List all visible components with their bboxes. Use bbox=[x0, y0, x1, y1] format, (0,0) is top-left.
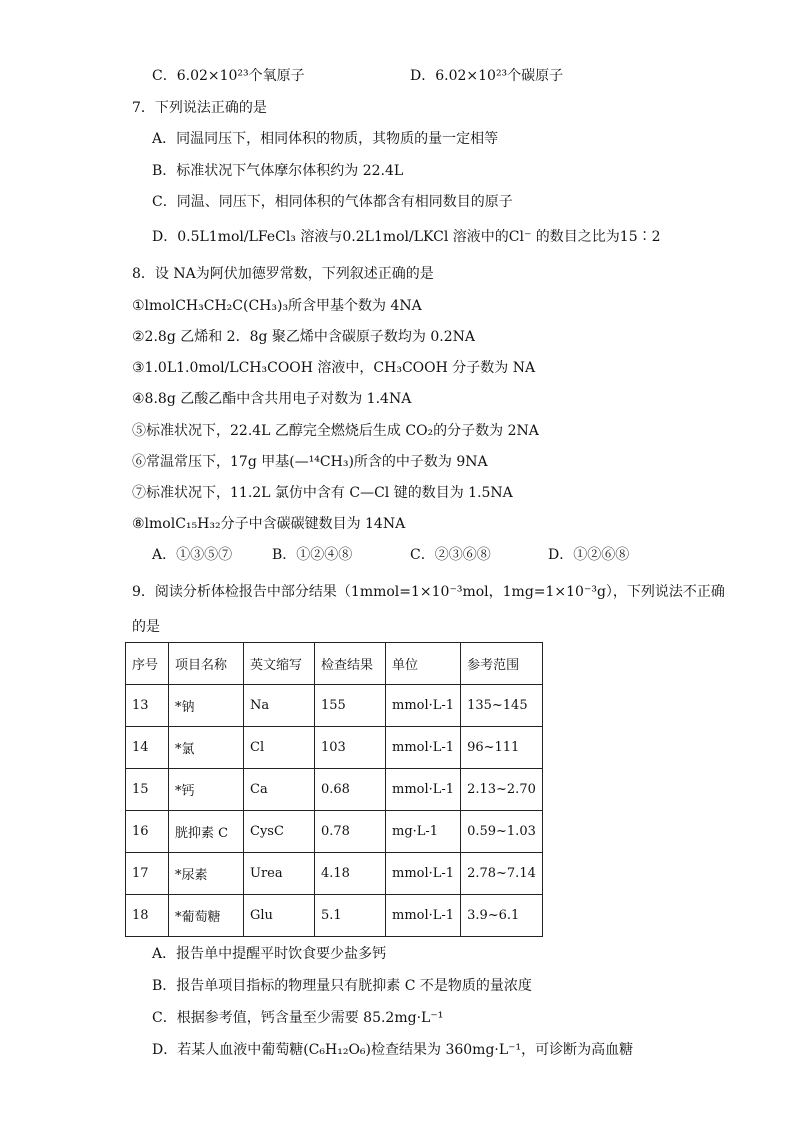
table-cell: 17 bbox=[126, 853, 169, 895]
table-cell: 96~111 bbox=[461, 727, 543, 769]
table-cell: 103 bbox=[315, 727, 386, 769]
q9-option-a: A．报告单中提醒平时饮食要少盐多钙 bbox=[152, 946, 387, 962]
table-cell: 18 bbox=[126, 895, 169, 937]
table-cell: *钠 bbox=[169, 685, 244, 727]
table-cell: mmol·L-1 bbox=[386, 853, 461, 895]
table-cell: Na bbox=[244, 685, 315, 727]
q8-statement-6: ⑥常温常压下，17g 甲基(—¹⁴CH₃)所含的中子数为 9NA bbox=[132, 454, 488, 470]
medical-report-table bbox=[125, 642, 543, 937]
q8-option-c: C．②③⑥⑧ bbox=[410, 547, 491, 563]
table-cell: 0.78 bbox=[315, 811, 386, 853]
q7-option-a: A．同温同压下，相同体积的物质，其物质的量一定相等 bbox=[152, 131, 499, 147]
q8-statement-1: ①lmolCH₃CH₂C(CH₃)₃所含甲基个数为 4NA bbox=[132, 298, 422, 314]
table-row bbox=[126, 769, 543, 811]
table-cell: Ca bbox=[244, 769, 315, 811]
header-cell: 单位 bbox=[386, 643, 461, 685]
table-cell: 4.18 bbox=[315, 853, 386, 895]
table-cell: 13 bbox=[126, 685, 169, 727]
q9-option-d: D．若某人血液中葡萄糖(C₆H₁₂O₆)检查结果为 360mg·L⁻¹，可诊断为高血糖 bbox=[152, 1042, 634, 1058]
table-row bbox=[126, 811, 543, 853]
table-cell: *尿素 bbox=[169, 853, 244, 895]
table-cell: 3.9~6.1 bbox=[461, 895, 543, 937]
q8-stem: 8．设 NA为阿伏加德罗常数，下列叙述正确的是 bbox=[132, 266, 434, 282]
table-cell: *钙 bbox=[169, 769, 244, 811]
table-cell: Urea bbox=[244, 853, 315, 895]
table-cell: 16 bbox=[126, 811, 169, 853]
table-cell: *葡萄糖 bbox=[169, 895, 244, 937]
q9-stem-continued: 的是 bbox=[132, 619, 160, 635]
q8-statement-2: ②2.8g 乙烯和 2．8g 聚乙烯中含碳原子数均为 0.2NA bbox=[132, 329, 475, 345]
table-cell: *氯 bbox=[169, 727, 244, 769]
table-cell: 135~145 bbox=[461, 685, 543, 727]
q7-option-c: C．同温、同压下，相同体积的气体都含有相同数目的原子 bbox=[152, 194, 513, 210]
table-cell: 胱抑素 C bbox=[169, 811, 244, 853]
table-cell: mmol·L-1 bbox=[386, 727, 461, 769]
q8-statement-4: ④8.8g 乙酸乙酯中含共用电子对数为 1.4NA bbox=[132, 391, 412, 407]
table-cell: 0.68 bbox=[315, 769, 386, 811]
table-cell: 0.59~1.03 bbox=[461, 811, 543, 853]
table-row bbox=[126, 895, 543, 937]
table-row bbox=[126, 727, 543, 769]
table-cell: Glu bbox=[244, 895, 315, 937]
table-cell: 15 bbox=[126, 769, 169, 811]
q9-option-b: B．报告单项目指标的物理量只有胱抑素 C 不是物质的量浓度 bbox=[152, 978, 532, 994]
header-cell: 项目名称 bbox=[169, 643, 244, 685]
table-cell: CysC bbox=[244, 811, 315, 853]
table-cell: 2.13~2.70 bbox=[461, 769, 543, 811]
q8-statement-8: ⑧lmolC₁₅H₃₂分子中含碳碳键数目为 14NA bbox=[132, 516, 406, 532]
q6-option-d: D．6.02×10²³个碳原子 bbox=[410, 68, 564, 84]
q8-option-d: D．①②⑥⑧ bbox=[548, 547, 630, 563]
table-header-row bbox=[126, 643, 543, 685]
header-cell: 序号 bbox=[126, 643, 169, 685]
table-cell: 14 bbox=[126, 727, 169, 769]
q9-option-c: C．根据参考值，钙含量至少需要 85.2mg·L⁻¹ bbox=[152, 1010, 444, 1026]
q8-statement-7: ⑦标准状况下，11.2L 氯仿中含有 C—Cl 键的数目为 1.5NA bbox=[132, 485, 513, 501]
q8-statement-3: ③1.0L1.0mol/LCH₃COOH 溶液中，CH₃COOH 分子数为 NA bbox=[132, 360, 536, 376]
table-cell: 5.1 bbox=[315, 895, 386, 937]
table-cell: mmol·L-1 bbox=[386, 769, 461, 811]
q7-option-d: D．0.5L1mol/LFeCl₃ 溶液与0.2L1mol/LKCl 溶液中的Cl⁻ 的数目之比为15∶2 bbox=[152, 229, 661, 245]
header-cell: 参考范围 bbox=[461, 643, 543, 685]
table-cell: 155 bbox=[315, 685, 386, 727]
q8-statement-5: ⑤标准状况下，22.4L 乙醇完全燃烧后生成 CO₂的分子数为 2NA bbox=[132, 423, 539, 439]
table-row bbox=[126, 853, 543, 895]
header-cell: 英文缩写 bbox=[244, 643, 315, 685]
table-cell: mg·L-1 bbox=[386, 811, 461, 853]
table-cell: Cl bbox=[244, 727, 315, 769]
q8-option-a: A．①③⑤⑦ bbox=[152, 547, 233, 563]
table-cell: mmol·L-1 bbox=[386, 895, 461, 937]
q6-option-c: C．6.02×10²³个氧原子 bbox=[152, 68, 305, 84]
q7-stem: 7．下列说法正确的是 bbox=[132, 100, 267, 116]
table-row bbox=[126, 685, 543, 727]
q8-option-b: B．①②④⑧ bbox=[272, 547, 353, 563]
table-cell: 2.78~7.14 bbox=[461, 853, 543, 895]
table-cell: mmol·L-1 bbox=[386, 685, 461, 727]
header-cell: 检查结果 bbox=[315, 643, 386, 685]
q9-stem: 9．阅读分析体检报告中部分结果（1mmol=1×10⁻³mol，1mg=1×10⁻³g），下列说法不正确 bbox=[132, 584, 725, 600]
q7-option-b: B．标准状况下气体摩尔体积约为 22.4L bbox=[152, 163, 404, 179]
